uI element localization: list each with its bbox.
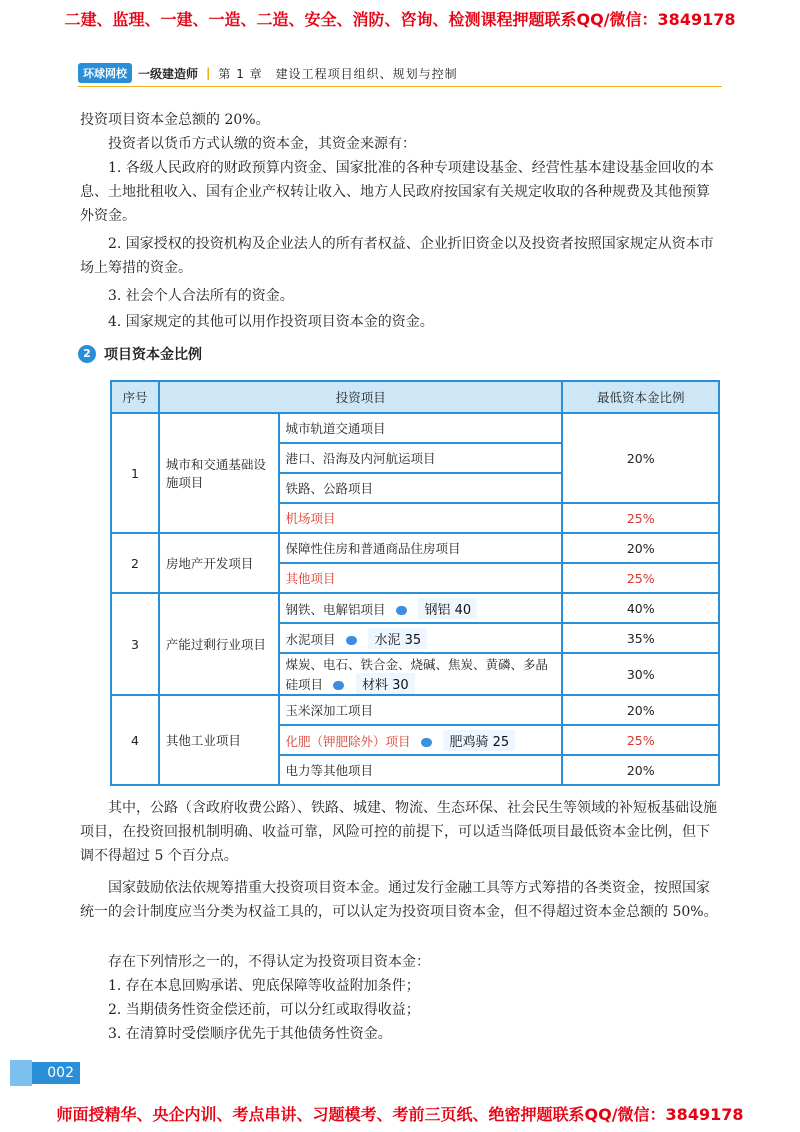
row-number: 4 [111, 695, 159, 785]
item-cell: 保障性住房和普通商品住房项目 [279, 533, 563, 563]
row-number: 3 [111, 593, 159, 695]
item-label: 钢铁、电解铝项目 [285, 601, 386, 617]
mnemonic-note: 钢铝 40 [418, 598, 477, 619]
section-heading [78, 344, 202, 364]
paragraph: 1. 各级人民政府的财政预算内资金、国家批准的各种专项建设基金、经营性基本建设基金回收的本息、土地批租收入、国有企业产权转让收入、地方人民政府按国家有关规定收取的各种规费及其他预算外资金。 [80, 160, 714, 224]
ratio-cell: 25% [562, 725, 719, 755]
paragraph: 2. 国家授权的投资机构及企业法人的所有者权益、企业折旧资金以及投资者按照国家规定从资本市场上筹措的资金。 [80, 236, 714, 276]
item-cell [279, 725, 563, 755]
header-rule [78, 86, 722, 87]
category-cell: 房地产开发项目 [159, 533, 279, 593]
mnemonic-note: 材料 30 [356, 673, 415, 694]
ratio-cell: 25% [562, 503, 719, 533]
paragraph: 1. 存在本息回购承诺、兜底保障等收益附加条件； [108, 978, 420, 994]
ratio-cell: 25% [562, 563, 719, 593]
section-title: 项目资本金比例 [104, 347, 202, 363]
category-cell: 产能过剩行业项目 [159, 593, 279, 695]
paragraph: 3. 社会个人合法所有的资金。 [108, 288, 294, 304]
header-separator: | [206, 66, 211, 80]
item-cell: 玉米深加工项目 [279, 695, 563, 725]
row-number: 2 [111, 533, 159, 593]
item-cell: 港口、沿海及内河航运项目 [279, 443, 563, 473]
publisher-logo: 环球网校 [78, 63, 132, 83]
mnemonic-note: 肥鸡骑 25 [443, 730, 515, 751]
item-cell: 电力等其他项目 [279, 755, 563, 785]
header-cell: 投资项目 [159, 381, 563, 413]
mnemonic-note: 水泥 35 [368, 628, 427, 649]
ratio-cell: 20% [562, 695, 719, 725]
paragraph: 3. 在清算时受偿顺序优先于其他债务性资金。 [108, 1026, 392, 1042]
chapter-title: 第 1 章 建设工程项目组织、规划与控制 [218, 66, 458, 81]
series-title: 一级建造师 [138, 66, 199, 81]
item-cell: 铁路、公路项目 [279, 473, 563, 503]
ratio-cell: 20% [562, 755, 719, 785]
item-label: 煤炭、电石、铁合金、烧碱、焦炭、黄磷、多晶硅项目 [285, 656, 549, 692]
paragraph: 存在下列情形之一的，不得认定为投资项目资本金： [108, 954, 430, 970]
item-cell: 其他项目 [279, 563, 563, 593]
comment-icon [421, 738, 432, 747]
item-cell: 机场项目 [279, 503, 563, 533]
ratio-cell: 20% [562, 413, 719, 503]
ratio-cell: 20% [562, 533, 719, 563]
category-cell: 城市和交通基础设施项目 [159, 413, 279, 533]
ratio-cell: 35% [562, 623, 719, 653]
bottom-banner: 师面授精华、央企内训、考点串讲、习题模考、考前三页纸、绝密押题联系QQ/微信：3849178 [56, 1105, 744, 1124]
page-header [78, 61, 722, 85]
paragraph: 其中，公路（含政府收费公路）、铁路、城建、物流、生态环保、社会民生等领域的补短板基础设施项目，在投资回报机制明确、收益可靠，风险可控的前提下，可以适当降低项目最低资本金比例，但下调不得超过 5 个百分点。 [80, 800, 717, 864]
comment-icon [346, 636, 357, 645]
header-cell: 序号 [111, 381, 159, 413]
page-number: 002 [10, 1062, 80, 1084]
category-cell: 其他工业项目 [159, 695, 279, 785]
paragraph: 4. 国家规定的其他可以用作投资项目资本金的资金。 [108, 314, 434, 330]
paragraph: 投资者以货币方式认缴的资本金，其资金来源有： [108, 136, 416, 152]
item-cell: 城市轨道交通项目 [279, 413, 563, 443]
page-tab [10, 1060, 32, 1086]
ratio-cell: 40% [562, 593, 719, 623]
item-label: 化肥（钾肥除外）项目 [285, 733, 411, 749]
paragraph: 投资项目资本金总额的 20%。 [80, 112, 270, 128]
comment-icon [396, 606, 407, 615]
section-number: 2 [78, 345, 96, 363]
capital-ratio-table [110, 380, 720, 786]
header-cell: 最低资本金比例 [562, 381, 719, 413]
paragraph: 国家鼓励依法依规筹措重大投资项目资本金。通过发行金融工具等方式筹措的各类资金，按照国家统一的会计制度应当分类为权益工具的，可以认定为投资项目资本金，但不得超过资本金总额的 50%。 [80, 880, 718, 920]
item-cell [279, 623, 563, 653]
row-number: 1 [111, 413, 159, 533]
comment-icon [333, 681, 344, 690]
item-cell [279, 653, 563, 695]
paragraph: 2. 当期债务性资金偿还前，可以分红或取得收益； [108, 1002, 420, 1018]
item-cell [279, 593, 563, 623]
top-banner: 二建、监理、一建、一造、二造、安全、消防、咨询、检测课程押题联系QQ/微信：3849178 [64, 10, 736, 29]
ratio-cell: 30% [562, 653, 719, 695]
item-label: 水泥项目 [285, 631, 336, 647]
